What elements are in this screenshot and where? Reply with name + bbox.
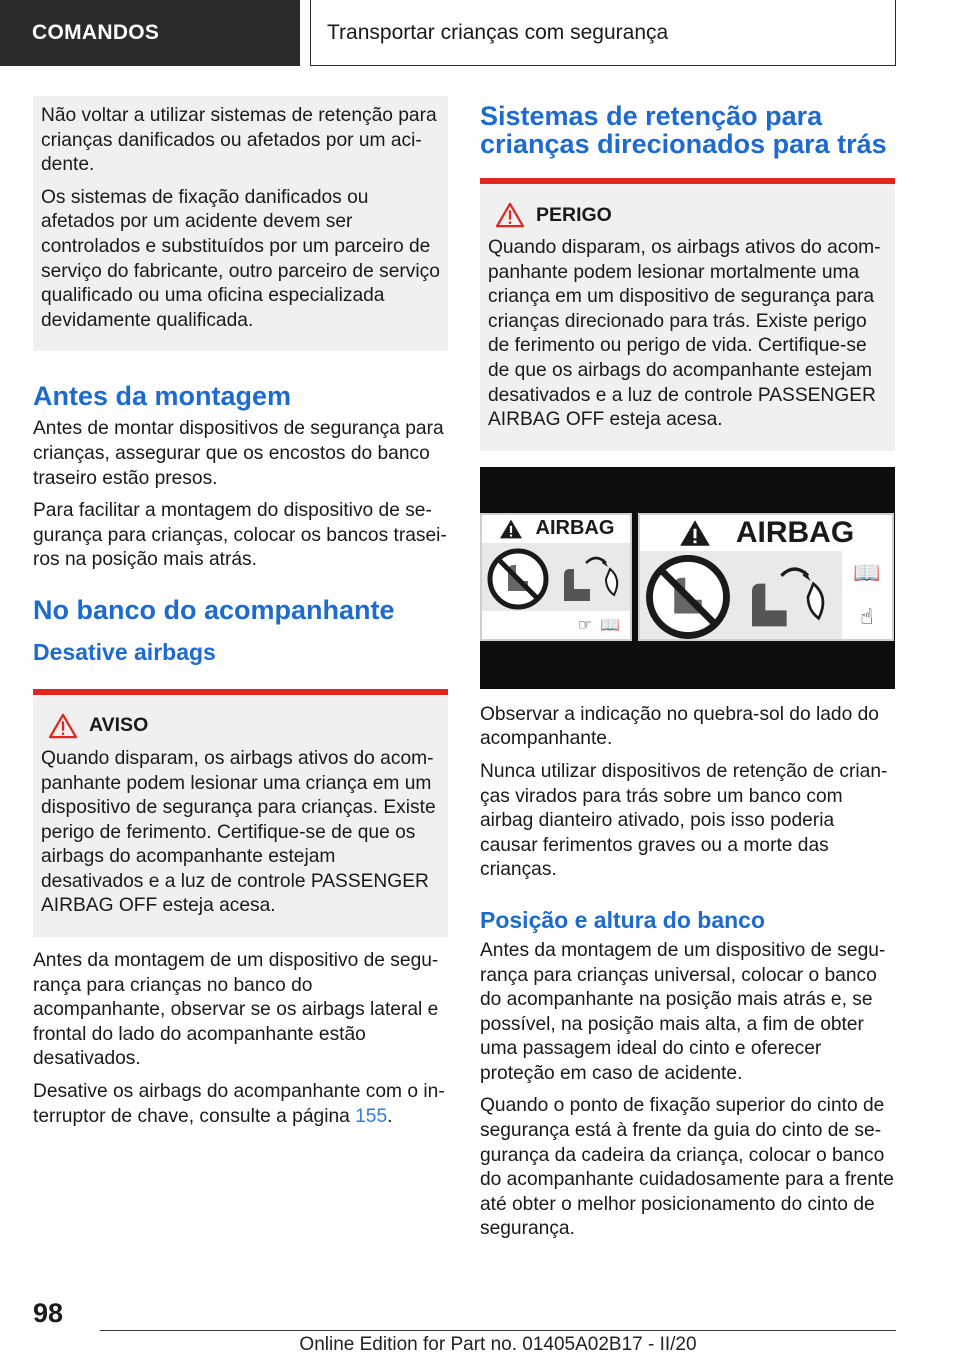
airbag-label-small [480, 513, 632, 641]
desative-paragraph-2 [33, 1080, 448, 1129]
intro-paragraph-1: Não voltar a utilizar sistemas de retenção para crianças danificados ou afetados por um acidente. [41, 105, 437, 176]
page-number: 98 [33, 1298, 64, 1328]
airbag-seat-icon [556, 549, 626, 609]
tras-paragraph-2: Nunca utilizar dispositivos de retenção de crianças virados para trás sobre um banco com airbag dianteiro ativado, pois isso poderia causar ferimentos graves ou a morte das crianças. [480, 760, 888, 881]
airbag-seat-icon [738, 557, 838, 637]
montagem-paragraph-2: Para facilitar a montagem do dispositivo de segurança para crianças, colocar os bancos traseiros na posição mais atrás. [33, 500, 447, 571]
manual-book-icon: 📖 [853, 559, 881, 585]
airbag-label-large [638, 513, 894, 641]
aviso-text: Quando disparam, os airbags ativos do acompanhante podem lesionar uma criança em um dispositivo de segurança para crianças. Existe perigo de ferimento. Certifique-se de que os airbags do acompanhante estejam desativados e a luz de controle PASSENGER AIRBAG OFF esteja acesa. [41, 747, 436, 917]
airbag-warning-label-image [480, 467, 895, 689]
footer-divider [100, 1330, 896, 1331]
airbag-label-small-text: AIRBAG [535, 517, 615, 540]
warning-triangle-icon [47, 713, 79, 739]
heading-banco-acompanhante: No banco do acompanhante [33, 594, 395, 625]
perigo-header [488, 202, 887, 228]
point-hand-icon: ☝ [860, 603, 874, 629]
warning-triangle-icon [498, 518, 524, 540]
section-tab [0, 0, 300, 66]
desative-paragraph-1: Antes da montagem de um dispositivo de segurança para crianças no banco do acompanhante, observar se os airbags lateral e frontal do lado do acompanhante estão desativados. [33, 950, 439, 1070]
perigo-warning-box [480, 178, 895, 451]
page-link-155[interactable]: 155 [355, 1105, 388, 1127]
heading-sistemas-direcionados-tras: Sistemas de retenção para crianças direcionados para trás [480, 101, 887, 159]
heading-antes-da-montagem: Antes da montagem [33, 381, 292, 412]
warning-triangle-icon [494, 202, 526, 228]
posicao-paragraph-1: Antes da montagem de um dispositivo de segurança para crianças universal, colocar o banco do acompanhante na posição mais atrás e, se possível, na posição mais alta, a fim de obter uma passagem ideal do cinto e oferecer proteção em caso de acidente. [480, 939, 886, 1084]
heading-posicao-altura: Posição e altura do banco [480, 906, 766, 933]
montagem-paragraph-1: Antes de montar dispositivos de segurança para crianças, assegurar que os encostos do banco traseiro estão presos. [33, 418, 444, 489]
section-label: COMANDOS [32, 21, 160, 44]
footer-edition: Online Edition for Part no. 01405A02B17 - II/20 [299, 1334, 697, 1355]
no-child-seat-icon [644, 553, 732, 641]
point-hand-icon: ☞ [577, 616, 593, 634]
page-header [310, 0, 896, 66]
airbag-label-large-text: AIRBAG [735, 515, 855, 549]
posicao-paragraph-2: Quando o ponto de fixação superior do cinto de segurança está à frente da guia do cinto de segurança da cadeira da criança, colocar o banco do acompanhante cuidadosamente para a frente até obter o melhor posicionamento do cinto de segurança. [480, 1095, 894, 1240]
left-column [33, 96, 448, 1137]
tras-paragraph-1: Observar a indicação no quebra-sol do lado do acompanhante. [480, 703, 879, 750]
aviso-warning-box [33, 689, 448, 937]
right-column [480, 96, 895, 1250]
page-title: Transportar crianças com segurança [327, 20, 669, 44]
aviso-title: AVISO [89, 714, 149, 737]
perigo-text: Quando disparam, os airbags ativos do acompanhante podem lesionar mortalmente uma criança em um dispositivo de segurança para crianças direcionado para trás. Existe perigo de ferimento ou perigo de vida. Certifique-se de que os airbags do acompanhante estejam desativados e a luz de controle PASSENGER AIRBAG OFF esteja acesa. [488, 237, 881, 431]
manual-book-icon: 📖 [600, 616, 620, 634]
intro-paragraph-2: Os sistemas de fixação danificados ou afetados por um acidente devem ser controlados e substituídos por um parceiro de serviço do fabricante, outro parceiro de serviço qualificado ou uma oficina especializada devidamente qualificada. [41, 186, 440, 331]
aviso-header [41, 713, 440, 739]
no-child-seat-icon [486, 547, 550, 611]
heading-desative-airbags: Desative airbags [33, 638, 216, 665]
desative-paragraph-2-text: Desative os airbags do acompanhante com o interruptor de chave, consulte a página [33, 1081, 445, 1127]
warning-triangle-icon [678, 518, 712, 548]
intro-note-box [33, 96, 448, 351]
desative-paragraph-2-end: . [387, 1105, 393, 1127]
perigo-title: PERIGO [536, 203, 612, 226]
